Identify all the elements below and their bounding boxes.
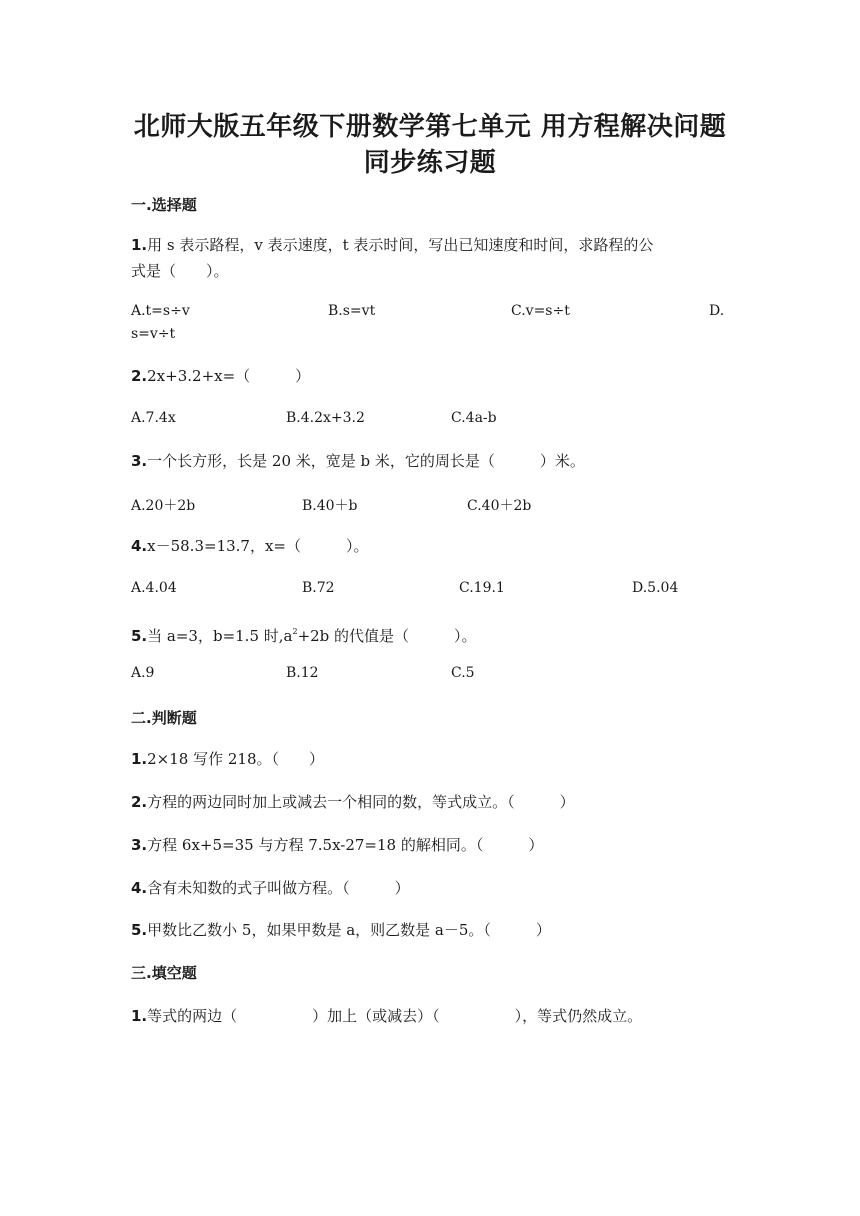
question-number: 2.: [131, 793, 148, 811]
judge-question-2: [131, 789, 729, 815]
question-text-post: +2b 的代值是（ ）。: [297, 627, 477, 645]
choice-5-option-a[interactable]: A.9: [131, 665, 155, 681]
question-text: 含有未知数的式子叫做方程。（ ）: [147, 879, 410, 897]
choice-4-option-d[interactable]: D.5.04: [632, 580, 679, 596]
question-text-pre: 当 a=3，b=1.5 时,a: [147, 627, 293, 645]
question-number: 3.: [131, 836, 148, 854]
question-number: 1.: [131, 236, 148, 254]
question-number: 3.: [131, 452, 148, 470]
question-number: 2.: [131, 367, 148, 385]
choice-1-option-d-value[interactable]: s=v÷t: [131, 326, 176, 342]
choice-question-2: [131, 363, 729, 389]
question-text: 方程 6x+5=35 与方程 7.5x-27=18 的解相同。（ ）: [147, 836, 544, 854]
question-text: 2×18 写作 218。（ ）: [147, 750, 325, 768]
judge-question-4: [131, 875, 729, 901]
choice-1-option-a[interactable]: A.t=s÷v: [131, 303, 190, 319]
choice-2-option-c[interactable]: C.4a-b: [451, 410, 497, 426]
choice-1-option-c[interactable]: C.v=s÷t: [511, 303, 570, 319]
question-text-line1: 用 s 表示路程，v 表示速度，t 表示时间，写出已知速度和时间，求路程的公: [147, 236, 654, 254]
section-heading-judge: 二.判断题: [131, 709, 197, 727]
choice-5-option-b[interactable]: B.12: [286, 665, 319, 681]
choice-question-3: [131, 448, 729, 474]
judge-question-3: [131, 832, 729, 858]
choice-4-option-a[interactable]: A.4.04: [131, 580, 177, 596]
section-heading-fill: 三.填空题: [131, 964, 197, 982]
section-heading-choice: 一.选择题: [131, 196, 197, 214]
question-number: 1.: [131, 1007, 148, 1025]
choice-1-option-b[interactable]: B.s=vt: [328, 303, 376, 319]
question-text: x－58.3=13.7，x=（ ）。: [147, 537, 369, 555]
question-number: 4.: [131, 537, 148, 555]
choice-3-option-c[interactable]: C.40＋2b: [467, 498, 532, 514]
question-number: 1.: [131, 750, 148, 768]
fill-question-1: [131, 1003, 771, 1029]
judge-question-5: [131, 917, 729, 943]
choice-question-5: [131, 619, 729, 649]
page-title-line2: 同步练习题: [363, 148, 497, 178]
judge-question-1: [131, 746, 729, 772]
choice-4-option-c[interactable]: C.19.1: [459, 580, 505, 596]
question-text: 等式的两边（ ）加上（或减去）（ ），等式仍然成立。: [147, 1007, 643, 1025]
question-number: 5.: [131, 921, 148, 939]
question-number: 5.: [131, 627, 148, 645]
choice-3-option-a[interactable]: A.20＋2b: [131, 498, 196, 514]
choice-2-option-a[interactable]: A.7.4x: [131, 410, 176, 426]
exponent: 2: [292, 627, 298, 636]
choice-4-option-b[interactable]: B.72: [302, 580, 335, 596]
question-text: 2x+3.2+x=（ ）: [147, 367, 311, 385]
choice-question-4: [131, 533, 729, 559]
page-title-line1: 北师大版五年级下册数学第七单元 用方程解决问题: [133, 112, 727, 142]
choice-2-option-b[interactable]: B.4.2x+3.2: [286, 410, 365, 426]
choice-1-option-d-prefix[interactable]: D.: [709, 303, 725, 319]
question-text-line2: 式是（ ）。: [131, 262, 229, 280]
question-number: 4.: [131, 879, 148, 897]
question-text: 方程的两边同时加上或减去一个相同的数，等式成立。（ ）: [147, 793, 575, 811]
question-text: 甲数比乙数小 5，如果甲数是 a，则乙数是 a－5。（ ）: [147, 921, 551, 939]
question-text: 一个长方形，长是 20 米，宽是 b 米，它的周长是（ ）米。: [147, 452, 585, 470]
choice-5-option-c[interactable]: C.5: [451, 665, 475, 681]
choice-question-1: [131, 232, 729, 284]
choice-3-option-b[interactable]: B.40＋b: [302, 498, 358, 514]
